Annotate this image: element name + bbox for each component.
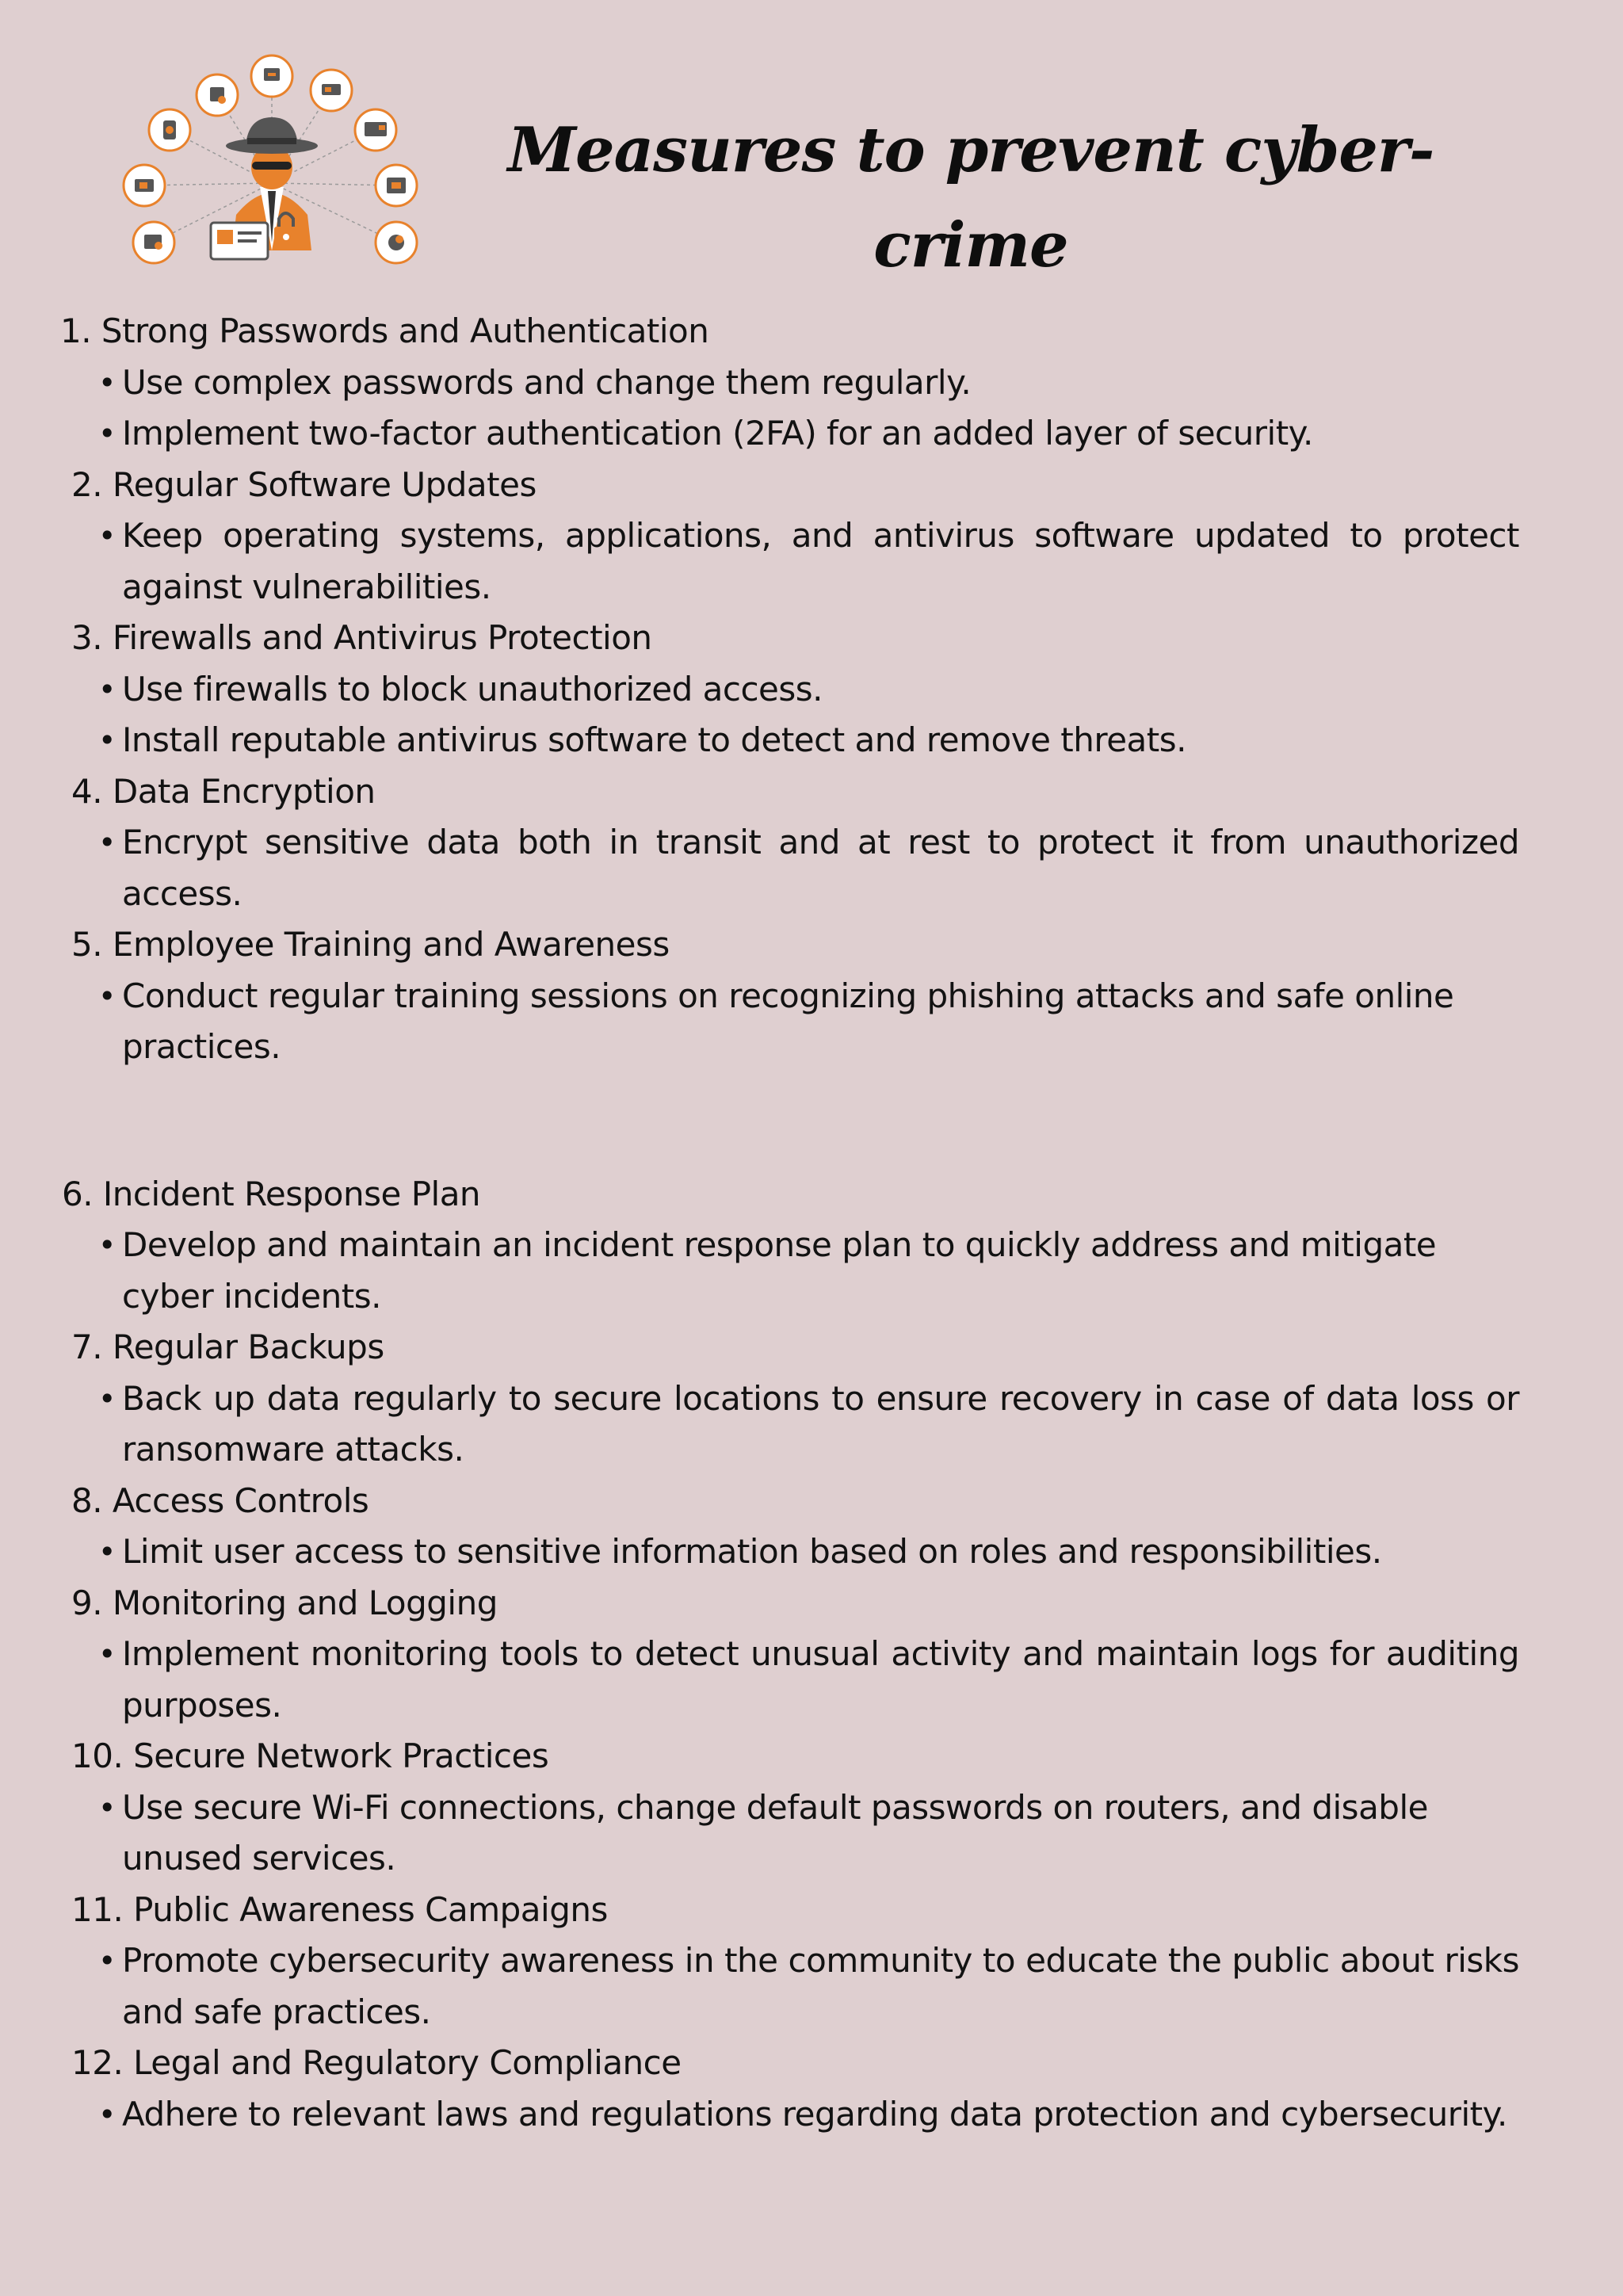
bullet-text: Install reputable antivirus software to detect and remove threats.: [122, 720, 1186, 759]
bullet-text: Back up data regularly to secure locations to ensure recovery in case of data loss or ransomware attacks.: [122, 1378, 1519, 1469]
bullet-item: [98, 715, 1519, 766]
bullet-item: [98, 2089, 1519, 2141]
bullet-dot-icon: •: [98, 671, 116, 707]
bullet-item: [98, 817, 1519, 919]
bullet-text: Use firewalls to block unauthorized access.: [122, 669, 823, 709]
bullet-text: Conduct regular training sessions on recognizing phishing attacks and safe online practices.: [122, 976, 1454, 1066]
page-title: Measures to prevent cyber-crime: [507, 114, 1434, 281]
bullet-dot-icon: •: [98, 518, 116, 553]
bullet-item: [98, 1782, 1519, 1885]
section-heading: 11. Public Awareness Campaigns: [71, 1889, 608, 1929]
section-heading: 7. Regular Backups: [71, 1328, 384, 1366]
bullet-text: Keep operating systems, applications, and antivirus software updated to protect against vulnerabilities.: [122, 516, 1519, 606]
bullet-text: Promote cybersecurity awareness in the community to educate the public about risks and safe practices.: [122, 1941, 1519, 2031]
bullet-item: [98, 1935, 1519, 2038]
bullet-item: [98, 510, 1519, 613]
section-heading: 6. Incident Response Plan: [62, 1174, 481, 1213]
bullet-item: [98, 357, 1519, 409]
bullet-dot-icon: •: [98, 365, 116, 400]
section-heading: 5. Employee Training and Awareness: [71, 925, 670, 964]
bullet-dot-icon: •: [98, 723, 116, 758]
bullet-item: [98, 1220, 1519, 1322]
bullet-dot-icon: •: [98, 978, 116, 1014]
section-heading: 1. Strong Passwords and Authentication: [60, 311, 709, 350]
section-heading: 8. Access Controls: [71, 1480, 369, 1520]
bullet-dot-icon: •: [98, 1228, 116, 1263]
bullet-text: Use complex passwords and change them regularly.: [122, 362, 972, 402]
bullet-text: Encrypt sensitive data both in transit and at rest to protect it from unauthorized access.: [122, 823, 1519, 913]
bullet-text: Adhere to relevant laws and regulations regarding data protection and cybersecurity.: [122, 2094, 1507, 2134]
bullet-item: [98, 408, 1519, 460]
bullet-dot-icon: •: [98, 1637, 116, 1671]
bullet-dot-icon: •: [98, 2096, 116, 2132]
bullet-dot-icon: •: [98, 416, 116, 451]
section-heading: 4. Data Encryption: [71, 771, 376, 811]
bullet-dot-icon: •: [98, 1381, 116, 1416]
bullet-dot-icon: •: [98, 1943, 116, 1978]
bullet-item: [98, 971, 1519, 1073]
bullet-text: Implement two-factor authentication (2FA) for an added layer of security.: [122, 414, 1313, 453]
bullet-item: [98, 1629, 1519, 1731]
bullet-dot-icon: •: [98, 1534, 116, 1569]
bullet-text: Implement monitoring tools to detect unusual activity and maintain logs for auditing purposes.: [122, 1634, 1519, 1725]
section-heading: 12. Legal and Regulatory Compliance: [71, 2043, 682, 2082]
bullet-text: Use secure Wi-Fi connections, change default passwords on routers, and disable unused services.: [122, 1787, 1428, 1878]
section-heading: 9. Monitoring and Logging: [71, 1583, 498, 1622]
section-heading: 10. Secure Network Practices: [71, 1736, 549, 1775]
section-heading: 2. Regular Software Updates: [71, 464, 537, 504]
bullet-text: Develop and maintain an incident response plan to quickly address and mitigate cyber incidents.: [122, 1225, 1437, 1316]
bullet-dot-icon: •: [98, 1790, 116, 1825]
bullet-item: [98, 664, 1519, 716]
bullet-text: Limit user access to sensitive information based on roles and responsibilities.: [122, 1532, 1382, 1571]
section-heading: 3. Firewalls and Antivirus Protection: [71, 618, 652, 657]
bullet-item: [98, 1373, 1519, 1476]
cybercriminal-network-icon: [117, 52, 426, 282]
bullet-item: [98, 1526, 1519, 1578]
bullet-dot-icon: •: [98, 825, 116, 860]
